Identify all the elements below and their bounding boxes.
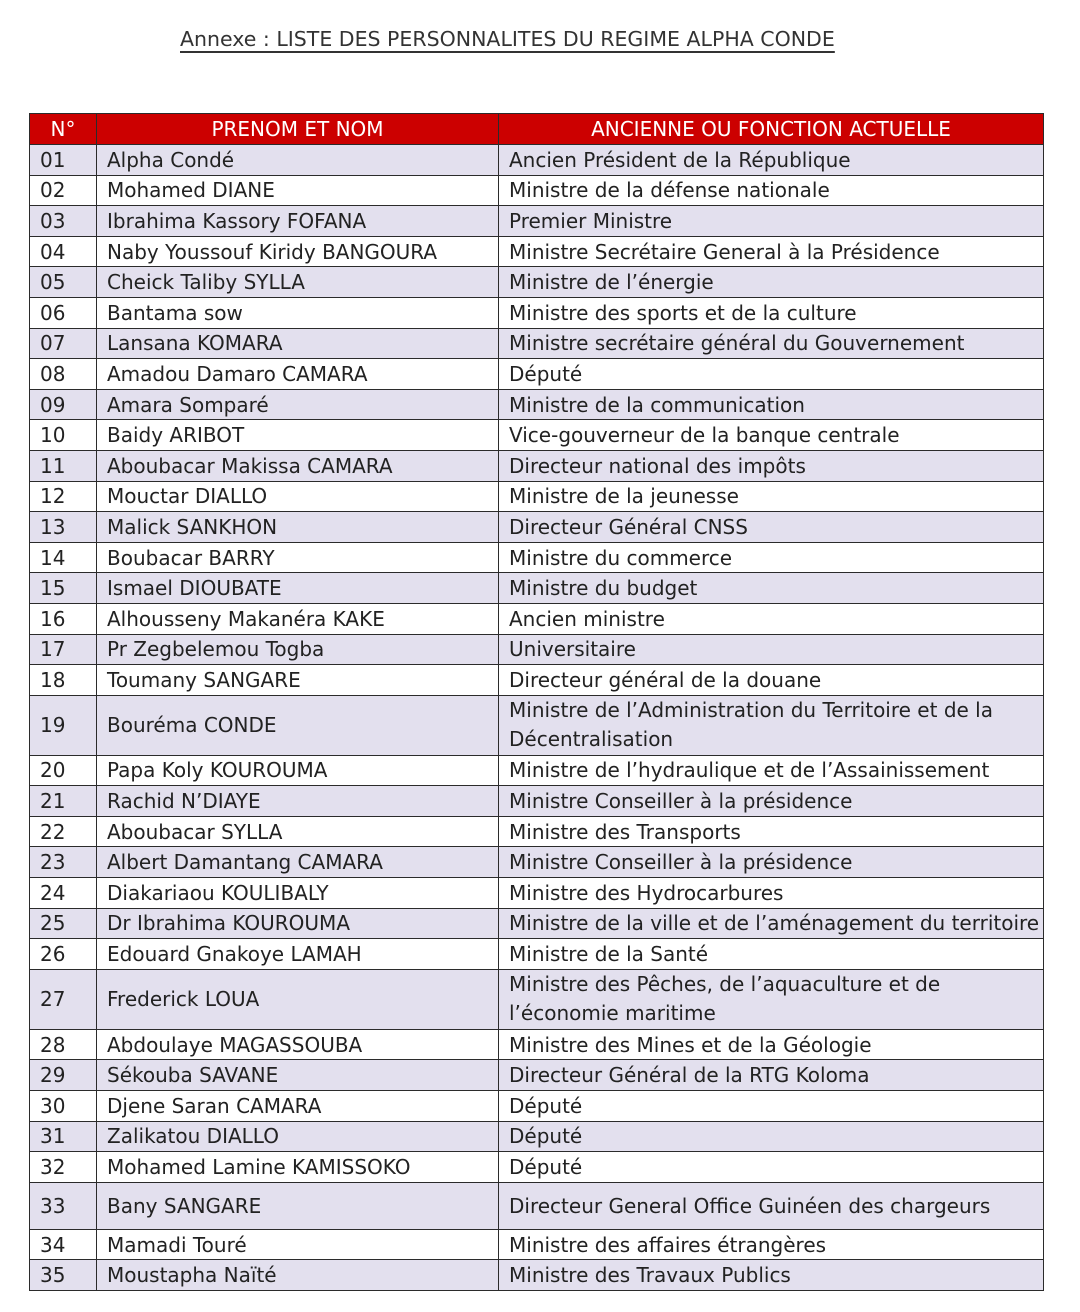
row-function: Ministre de l’hydraulique et de l’Assainissement	[499, 755, 1044, 786]
table-row	[30, 908, 1044, 939]
header-name: PRENOM ET NOM	[97, 114, 499, 145]
table-row	[30, 236, 1044, 267]
row-number: 07	[30, 328, 97, 359]
table-row	[30, 481, 1044, 512]
table-row	[30, 328, 1044, 359]
row-name: Lansana KOMARA	[97, 328, 499, 359]
table-row	[30, 145, 1044, 176]
row-function: Ministre du commerce	[499, 542, 1044, 573]
row-name: Mohamed Lamine KAMISSOKO	[97, 1152, 499, 1183]
row-function: Ministre des Mines et de la Géologie	[499, 1029, 1044, 1060]
row-function: Député	[499, 1091, 1044, 1122]
row-name: Papa Koly KOUROUMA	[97, 755, 499, 786]
row-function: Ancien Président de la République	[499, 145, 1044, 176]
row-function: Ministre de la ville et de l’aménagement du territoire	[499, 908, 1044, 939]
table-row	[30, 267, 1044, 298]
table-row	[30, 847, 1044, 878]
row-function: Directeur général de la douane	[499, 665, 1044, 696]
row-number: 25	[30, 908, 97, 939]
row-name: Bantama sow	[97, 297, 499, 328]
row-name: Zalikatou DIALLO	[97, 1121, 499, 1152]
table-row	[30, 786, 1044, 817]
row-name: Bouréma CONDE	[97, 695, 499, 755]
row-name: Moustapha Naïté	[97, 1260, 499, 1291]
header-number: N°	[30, 114, 97, 145]
row-function: Ancien ministre	[499, 603, 1044, 634]
document-title: Annexe : LISTE DES PERSONNALITES DU REGIME ALPHA CONDE	[180, 27, 835, 51]
row-function: Ministre secrétaire général du Gouvernement	[499, 328, 1044, 359]
row-name: Rachid N’DIAYE	[97, 786, 499, 817]
row-name: Baidy ARIBOT	[97, 420, 499, 451]
table-header-row	[30, 114, 1044, 145]
row-function: Ministre des Pêches, de l’aquaculture et de l’économie maritime	[499, 969, 1044, 1029]
row-number: 18	[30, 665, 97, 696]
row-name: Aboubacar Makissa CAMARA	[97, 450, 499, 481]
row-name: Ismael DIOUBATE	[97, 573, 499, 604]
row-number: 16	[30, 603, 97, 634]
table-row	[30, 969, 1044, 1029]
row-name: Dr Ibrahima KOUROUMA	[97, 908, 499, 939]
row-name: Abdoulaye MAGASSOUBA	[97, 1029, 499, 1060]
row-name: Amara Somparé	[97, 389, 499, 420]
row-function: Député	[499, 1121, 1044, 1152]
row-function: Directeur Général de la RTG Koloma	[499, 1060, 1044, 1091]
table-row	[30, 512, 1044, 543]
row-name: Cheick Taliby SYLLA	[97, 267, 499, 298]
row-number: 12	[30, 481, 97, 512]
table-row	[30, 420, 1044, 451]
row-number: 11	[30, 450, 97, 481]
row-function: Ministre des Hydrocarbures	[499, 878, 1044, 909]
row-number: 29	[30, 1060, 97, 1091]
row-name: Mamadi Touré	[97, 1229, 499, 1260]
row-function: Ministre des sports et de la culture	[499, 297, 1044, 328]
row-name: Naby Youssouf Kiridy BANGOURA	[97, 236, 499, 267]
row-number: 13	[30, 512, 97, 543]
row-number: 20	[30, 755, 97, 786]
row-name: Frederick LOUA	[97, 969, 499, 1029]
row-number: 31	[30, 1121, 97, 1152]
row-number: 28	[30, 1029, 97, 1060]
row-name: Ibrahima Kassory FOFANA	[97, 206, 499, 237]
row-function: Directeur General Office Guinéen des chargeurs	[499, 1182, 1044, 1229]
table-row	[30, 1029, 1044, 1060]
table-row	[30, 634, 1044, 665]
row-name: Pr Zegbelemou Togba	[97, 634, 499, 665]
row-name: Toumany SANGARE	[97, 665, 499, 696]
table-row	[30, 359, 1044, 390]
row-name: Mohamed DIANE	[97, 175, 499, 206]
row-function: Ministre du budget	[499, 573, 1044, 604]
row-number: 09	[30, 389, 97, 420]
row-number: 19	[30, 695, 97, 755]
row-function: Ministre Conseiller à la présidence	[499, 847, 1044, 878]
row-name: Malick SANKHON	[97, 512, 499, 543]
table-row	[30, 816, 1044, 847]
table-row	[30, 542, 1044, 573]
row-function: Ministre de la Santé	[499, 939, 1044, 970]
table-row	[30, 206, 1044, 237]
row-number: 04	[30, 236, 97, 267]
row-name: Albert Damantang CAMARA	[97, 847, 499, 878]
table-row	[30, 1229, 1044, 1260]
personalities-table	[29, 113, 1044, 1291]
row-number: 06	[30, 297, 97, 328]
row-function: Ministre des Transports	[499, 816, 1044, 847]
row-number: 14	[30, 542, 97, 573]
header-function: ANCIENNE OU FONCTION ACTUELLE	[499, 114, 1044, 145]
row-number: 35	[30, 1260, 97, 1291]
table-row	[30, 450, 1044, 481]
row-number: 32	[30, 1152, 97, 1183]
row-name: Alpha Condé	[97, 145, 499, 176]
row-function: Ministre de la défense nationale	[499, 175, 1044, 206]
row-number: 01	[30, 145, 97, 176]
row-name: Mouctar DIALLO	[97, 481, 499, 512]
row-name: Bany SANGARE	[97, 1182, 499, 1229]
row-name: Djene Saran CAMARA	[97, 1091, 499, 1122]
row-name: Sékouba SAVANE	[97, 1060, 499, 1091]
table-row	[30, 1182, 1044, 1229]
table-row	[30, 665, 1044, 696]
table-row	[30, 1060, 1044, 1091]
row-number: 08	[30, 359, 97, 390]
row-number: 24	[30, 878, 97, 909]
row-number: 17	[30, 634, 97, 665]
row-number: 21	[30, 786, 97, 817]
row-function: Député	[499, 1152, 1044, 1183]
row-number: 10	[30, 420, 97, 451]
table-row	[30, 695, 1044, 755]
row-name: Boubacar BARRY	[97, 542, 499, 573]
table-row	[30, 1091, 1044, 1122]
row-function: Ministre Conseiller à la présidence	[499, 786, 1044, 817]
row-number: 02	[30, 175, 97, 206]
table-row	[30, 573, 1044, 604]
row-function: Premier Ministre	[499, 206, 1044, 237]
table-row	[30, 1152, 1044, 1183]
table-row	[30, 603, 1044, 634]
row-function: Ministre de l’Administration du Territoire et de la Décentralisation	[499, 695, 1044, 755]
row-name: Aboubacar SYLLA	[97, 816, 499, 847]
table-row	[30, 297, 1044, 328]
row-number: 22	[30, 816, 97, 847]
row-number: 15	[30, 573, 97, 604]
row-name: Amadou Damaro CAMARA	[97, 359, 499, 390]
row-function: Député	[499, 359, 1044, 390]
row-number: 23	[30, 847, 97, 878]
row-number: 30	[30, 1091, 97, 1122]
row-number: 27	[30, 969, 97, 1029]
row-number: 05	[30, 267, 97, 298]
table-row	[30, 175, 1044, 206]
row-name: Edouard Gnakoye LAMAH	[97, 939, 499, 970]
table-row	[30, 389, 1044, 420]
row-function: Vice-gouverneur de la banque centrale	[499, 420, 1044, 451]
row-function: Ministre de l’énergie	[499, 267, 1044, 298]
table-row	[30, 1260, 1044, 1291]
row-function: Ministre des Travaux Publics	[499, 1260, 1044, 1291]
row-number: 03	[30, 206, 97, 237]
row-function: Ministre Secrétaire General à la Présidence	[499, 236, 1044, 267]
row-number: 33	[30, 1182, 97, 1229]
table-row	[30, 939, 1044, 970]
table-row	[30, 878, 1044, 909]
row-function: Universitaire	[499, 634, 1044, 665]
row-function: Ministre de la jeunesse	[499, 481, 1044, 512]
row-number: 34	[30, 1229, 97, 1260]
table-row	[30, 755, 1044, 786]
row-number: 26	[30, 939, 97, 970]
row-name: Diakariaou KOULIBALY	[97, 878, 499, 909]
row-name: Alhousseny Makanéra KAKE	[97, 603, 499, 634]
table-row	[30, 1121, 1044, 1152]
row-function: Ministre des affaires étrangères	[499, 1229, 1044, 1260]
row-function: Directeur Général CNSS	[499, 512, 1044, 543]
row-function: Directeur national des impôts	[499, 450, 1044, 481]
row-function: Ministre de la communication	[499, 389, 1044, 420]
